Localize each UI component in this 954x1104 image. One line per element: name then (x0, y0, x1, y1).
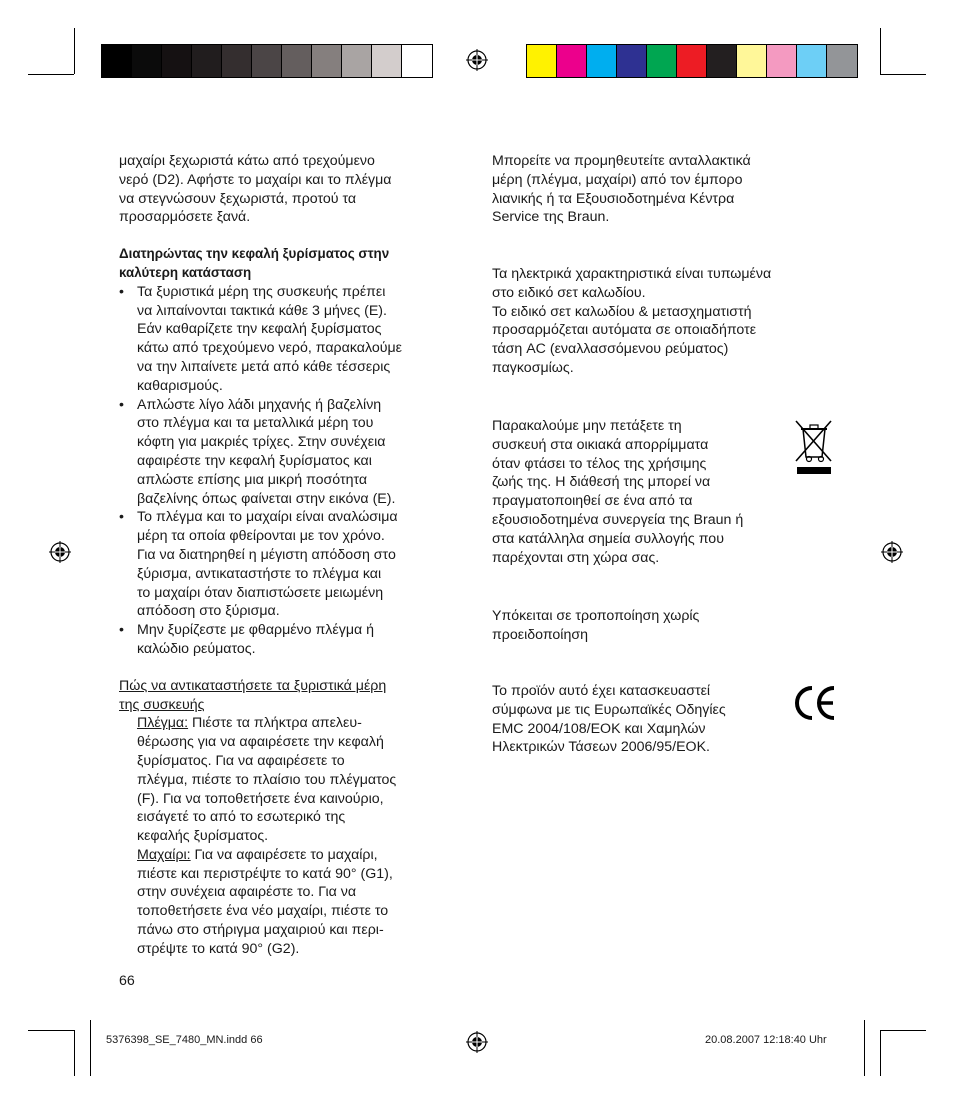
text-line: παγκοσμίως. (492, 359, 574, 376)
text-line: να λιπαίνονται τακτικά κάθε 3 μήνες (E). (137, 302, 387, 319)
maintenance-list (119, 283, 464, 659)
replace-parts-heading (119, 677, 464, 715)
knife-label: Μαχαίρι: (137, 846, 191, 863)
process-swatch (827, 45, 857, 77)
registration-mark-icon (49, 541, 71, 563)
crop-mark (28, 1030, 74, 1031)
text-line: Το πλέγμα και το μαχαίρι είναι αναλώσιμα (137, 509, 398, 526)
text-line: κόφτη για μακριές τρίχες. Στην συνέχεια (137, 434, 386, 451)
text-line: ξύρισμα, αντικαταστήστε το πλέγμα και (137, 565, 382, 582)
text-line: νερό (D2). Αφήστε το μαχαίρι και το πλέγμα (119, 171, 392, 188)
text-line: Μπορείτε να προμηθευτείτε ανταλλακτικά (492, 153, 751, 169)
right-column (492, 152, 847, 227)
text-line: Παρακαλούμε μην πετάξετε τη (492, 418, 682, 434)
left-column (119, 152, 464, 959)
process-swatch (647, 45, 677, 77)
text-line: Τα ηλεκτρικά χαρακτηριστικά είναι τυπωμένα (492, 266, 772, 282)
disposal-block (492, 417, 822, 567)
crop-mark (28, 74, 74, 75)
text-line: αφαιρέστε την κεφαλή ξυρίσματος και (137, 452, 372, 469)
text-line: πλέγμα, πιέστε το πλαίσιο του πλέγματος (137, 771, 397, 788)
text-line: Υπόκειται σε τροποποίηση χωρίς (492, 608, 700, 624)
timestamp: 20.08.2007 12:18:40 Uhr (705, 1034, 827, 1046)
text-line: απόδοση στο ξύρισμα. (137, 603, 280, 620)
text-line: σύμφωνα με τις Ευρωπαϊκές Οδηγίες (492, 701, 726, 718)
text-line: πάνω στο στήριγμα μαχαιριού και περι- (137, 922, 384, 939)
mesh-text-first: Πιέστε τα πλήκτρα απελευ- (188, 715, 362, 732)
text-line: προσαρμόζεται αυτόματα σε οποιαδήποτε (492, 322, 757, 339)
gray-swatch (102, 45, 132, 77)
registration-mark-icon (466, 1031, 488, 1053)
gray-swatch (192, 45, 222, 77)
spare-parts-paragraph (492, 152, 847, 227)
crop-mark (74, 1030, 75, 1076)
crop-mark (864, 1020, 865, 1076)
process-swatch (527, 45, 557, 77)
ce-mark-icon (793, 684, 837, 722)
text-line: EMC 2004/108/ΕΟΚ και Χαμηλών (492, 720, 706, 737)
text-line: το μαχαίρι όταν διαπιστώσετε μειωμένη (137, 584, 384, 601)
process-swatch (737, 45, 767, 77)
crop-mark (880, 74, 926, 75)
text-line: τοποθετήσετε ένα νέο μαχαίρι, πιέστε το (137, 903, 389, 920)
notice-block (492, 607, 847, 645)
text-line: ξυρίσματος. Για να αφαιρέσετε το (137, 752, 345, 769)
registration-mark-icon (466, 49, 488, 71)
text-line: πιέστε και περιστρέψτε το κατά 90° (G1), (137, 865, 393, 882)
electrical-paragraph (492, 265, 847, 378)
text-line: καλύτερη κατάσταση (119, 264, 252, 280)
list-item (119, 396, 464, 509)
process-swatch (557, 45, 587, 77)
text-line: παρέχονται στη χώρα σας. (492, 549, 660, 566)
text-line: τάση AC (εναλλασσόμενου ρεύματος) (492, 341, 729, 358)
gray-swatch (402, 45, 432, 77)
ce-paragraph (492, 682, 792, 757)
notice-paragraph (492, 607, 847, 645)
text-line: ζωής της. Η διάθεσή της μπορεί να (492, 474, 711, 491)
process-swatch (797, 45, 827, 77)
text-line: Service της Braun. (492, 209, 610, 226)
electrical-block (492, 265, 847, 378)
text-line: προσαρμόσετε ξανά. (119, 209, 251, 226)
ce-block (492, 682, 792, 757)
gray-swatch (132, 45, 162, 77)
crop-mark (74, 28, 75, 74)
text-line: όταν φτάσει το τέλος της χρήσιμης (492, 455, 707, 472)
crop-mark (880, 1030, 926, 1031)
text-line: εξουσιοδοτημένα συνεργεία της Braun ή (492, 511, 744, 528)
text-line: Διατηρώντας την κεφαλή ξυρίσματος στην (119, 246, 390, 262)
text-line: στο πλέγμα και τα μεταλλικά μέρη του (137, 415, 374, 432)
process-swatch (707, 45, 737, 77)
text-line: μέρη τα οποία φθείρονται με τον χρόνο. (137, 528, 385, 545)
text-line: θέρωσης για να αφαιρέσετε την κεφαλή (137, 734, 384, 751)
text-line: εισάγετέ το από το εσωτερικό της (137, 809, 346, 826)
text-line: κεφαλής ξυρίσματος. (137, 828, 269, 845)
mesh-label: Πλέγμα: (137, 715, 189, 732)
gray-swatch (342, 45, 372, 77)
text-line: της συσκευής (119, 696, 205, 713)
text-line: να στεγνώσουν ξεχωριστά, προτού τα (119, 190, 357, 207)
text-line: Τα ξυριστικά μέρη της συσκευής πρέπει (137, 283, 386, 300)
process-swatch (587, 45, 617, 77)
list-item (119, 621, 464, 659)
text-line: Το ειδικό σετ καλωδίου & μετασχηματιστή (492, 303, 752, 320)
knife-instructions (119, 846, 464, 959)
text-line: λιανικής ή τα Εξουσιοδοτημένα Κέντρα (492, 190, 735, 207)
process-swatch (767, 45, 797, 77)
gray-swatch (312, 45, 342, 77)
text-line: να την λιπαίνετε μετά από κάθε τέσσερις (137, 358, 391, 375)
text-line: Μην ξυρίζεστε με φθαρμένο πλέγμα ή (137, 622, 375, 639)
text-line: στρέψτε το κατά 90° (G2). (137, 940, 300, 957)
text-line: Για να διατηρηθεί η μέγιστη απόδοση στο (137, 546, 396, 563)
text-line: Ηλεκτρικών Τάσεων 2006/95/ΕΟΚ. (492, 739, 710, 756)
text-line: προειδοποίηση (492, 626, 588, 643)
registration-mark-icon (881, 541, 903, 563)
gray-color-bar (101, 44, 433, 78)
text-line: πραγματοποιηθεί σε ένα από τα (492, 493, 693, 510)
text-line: απλώστε επίσης μια μικρή ποσότητα (137, 471, 368, 488)
crop-mark (880, 28, 881, 74)
gray-swatch (162, 45, 192, 77)
text-line: μέρη (πλέγμα, μαχαίρι) από τον έμπορο (492, 171, 743, 188)
text-line: στην συνέχεια αφαιρέστε το. Για να (137, 884, 357, 901)
text-line: Εάν καθαρίζετε την κεφαλή ξυρίσματος (137, 321, 382, 338)
gray-swatch (222, 45, 252, 77)
text-line: (F). Για να τοποθετήσετε ένα καινούριο, (137, 790, 384, 807)
process-swatch (677, 45, 707, 77)
disposal-paragraph (492, 417, 822, 567)
text-line: κάτω από τρεχούμενο νερό, παρακαλούμε (137, 340, 402, 357)
text-line: στα κατάλληλα σημεία συλλογής που (492, 530, 724, 547)
text-line: καθαρισμούς. (137, 377, 223, 394)
page-number: 66 (119, 973, 135, 989)
file-info: 5376398_SE_7480_MN.indd 66 (106, 1034, 263, 1046)
crop-mark (880, 1030, 881, 1076)
text-line: καλώδιο ρεύματος. (137, 640, 256, 657)
gray-swatch (282, 45, 312, 77)
text-line: στο ειδικό σετ καλωδίου. (492, 284, 646, 301)
mesh-instructions (119, 714, 464, 846)
text-line: μαχαίρι ξεχωριστά κάτω από τρεχούμενο (119, 153, 375, 169)
text-line: Το προϊόν αυτό έχει κατασκευαστεί (492, 683, 711, 699)
text-line: βαζελίνης όπως φαίνεται στην εικόνα (E). (137, 490, 396, 507)
crop-mark (90, 1020, 91, 1076)
process-color-bar (526, 44, 858, 78)
gray-swatch (372, 45, 402, 77)
list-item (119, 508, 464, 621)
gray-swatch (252, 45, 282, 77)
list-item (119, 283, 464, 396)
weee-bin-icon (793, 417, 835, 477)
text-line: Απλώστε λίγο λάδι μηχανής ή βαζελίνη (137, 396, 382, 413)
knife-text-first: Για να αφαιρέσετε το μαχαίρι, (190, 846, 378, 863)
intro-paragraph (119, 152, 464, 227)
section-heading (119, 245, 464, 283)
process-swatch (617, 45, 647, 77)
text-line: συσκευή στα οικιακά απορρίμματα (492, 436, 709, 453)
text-line: Πώς να αντικαταστήσετε τα ξυριστικά μέρη (119, 677, 387, 694)
